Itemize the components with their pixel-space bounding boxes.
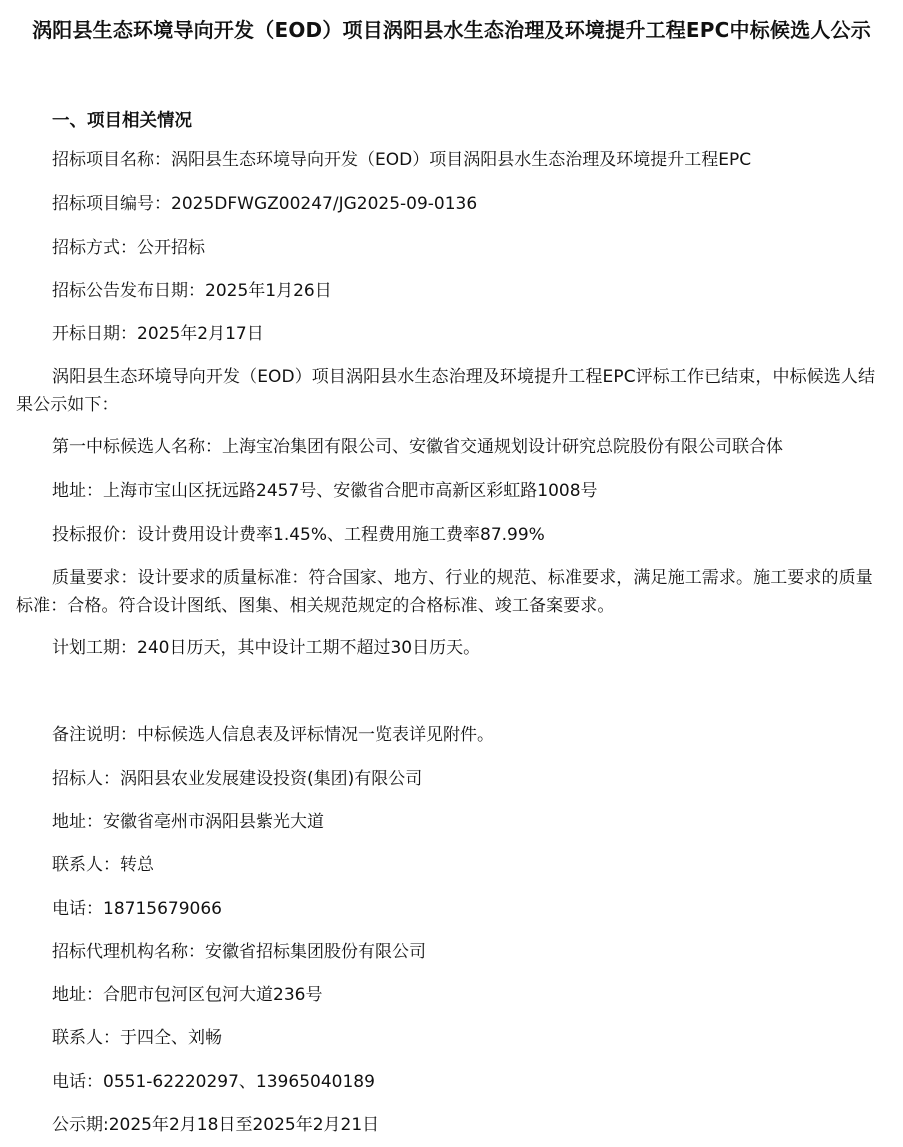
first-candidate-line: 第一中标候选人名称：上海宝冶集团有限公司、安徽省交通规划设计研究总院股份有限公司联合体 <box>52 437 783 457</box>
candidate-address-line: 地址：上海市宝山区抚远路2457号、安徽省合肥市高新区彩虹路1008号 <box>52 481 598 501</box>
project-number-line: 招标项目编号：2025DFWGZ00247/JG2025-09-0136 <box>52 194 478 214</box>
tender-method-line: 招标方式：公开招标 <box>52 238 205 258</box>
agency-name-line: 招标代理机构名称：安徽省招标集团股份有限公司 <box>52 942 426 962</box>
intro-paragraph: 涡阳县生态环境导向开发（EOD）项目涡阳县水生态治理及环境提升工程EPC评标工作已结束，中标候选人结果公示如下： <box>16 367 876 415</box>
tenderer-address-line: 地址：安徽省亳州市涡阳县紫光大道 <box>52 812 324 832</box>
agency-phone-line: 电话：0551-62220297、13965040189 <box>52 1072 375 1092</box>
publicity-period-line: 公示期:2025年2月18日至2025年2月21日 <box>52 1115 380 1135</box>
remark-line: 备注说明：中标候选人信息表及评标情况一览表详见附件。 <box>52 725 494 745</box>
page-title: 涡阳县生态环境导向开发（EOD）项目涡阳县水生态治理及环境提升工程EPC中标候选人公示 <box>32 18 871 42</box>
tenderer-contact-line: 联系人：转总 <box>52 855 154 875</box>
section-heading-project-info: 一、项目相关情况 <box>52 111 192 131</box>
project-name-line: 招标项目名称：涡阳县生态环境导向开发（EOD）项目涡阳县水生态治理及环境提升工程EPC <box>52 150 752 170</box>
opening-date-line: 开标日期：2025年2月17日 <box>52 324 264 344</box>
tenderer-phone-line: 电话：18715679066 <box>52 899 222 919</box>
announcement-date-line: 招标公告发布日期：2025年1月26日 <box>52 281 332 301</box>
agency-contact-line: 联系人：于四仝、刘畅 <box>52 1028 222 1048</box>
agency-address-line: 地址：合肥市包河区包河大道236号 <box>52 985 323 1005</box>
quality-paragraph: 质量要求：设计要求的质量标准：符合国家、地方、行业的规范、标准要求，满足施工需求。施工要求的质量标准：合格。符合设计图纸、图集、相关规范规定的合格标准、竣工备案要求。 <box>16 568 873 616</box>
schedule-line: 计划工期：240日历天，其中设计工期不超过30日历天。 <box>52 638 481 658</box>
tenderer-line: 招标人：涡阳县农业发展建设投资(集团)有限公司 <box>52 769 423 789</box>
bid-price-line: 投标报价：设计费用设计费率1.45%、工程费用施工费率87.99% <box>52 525 545 545</box>
